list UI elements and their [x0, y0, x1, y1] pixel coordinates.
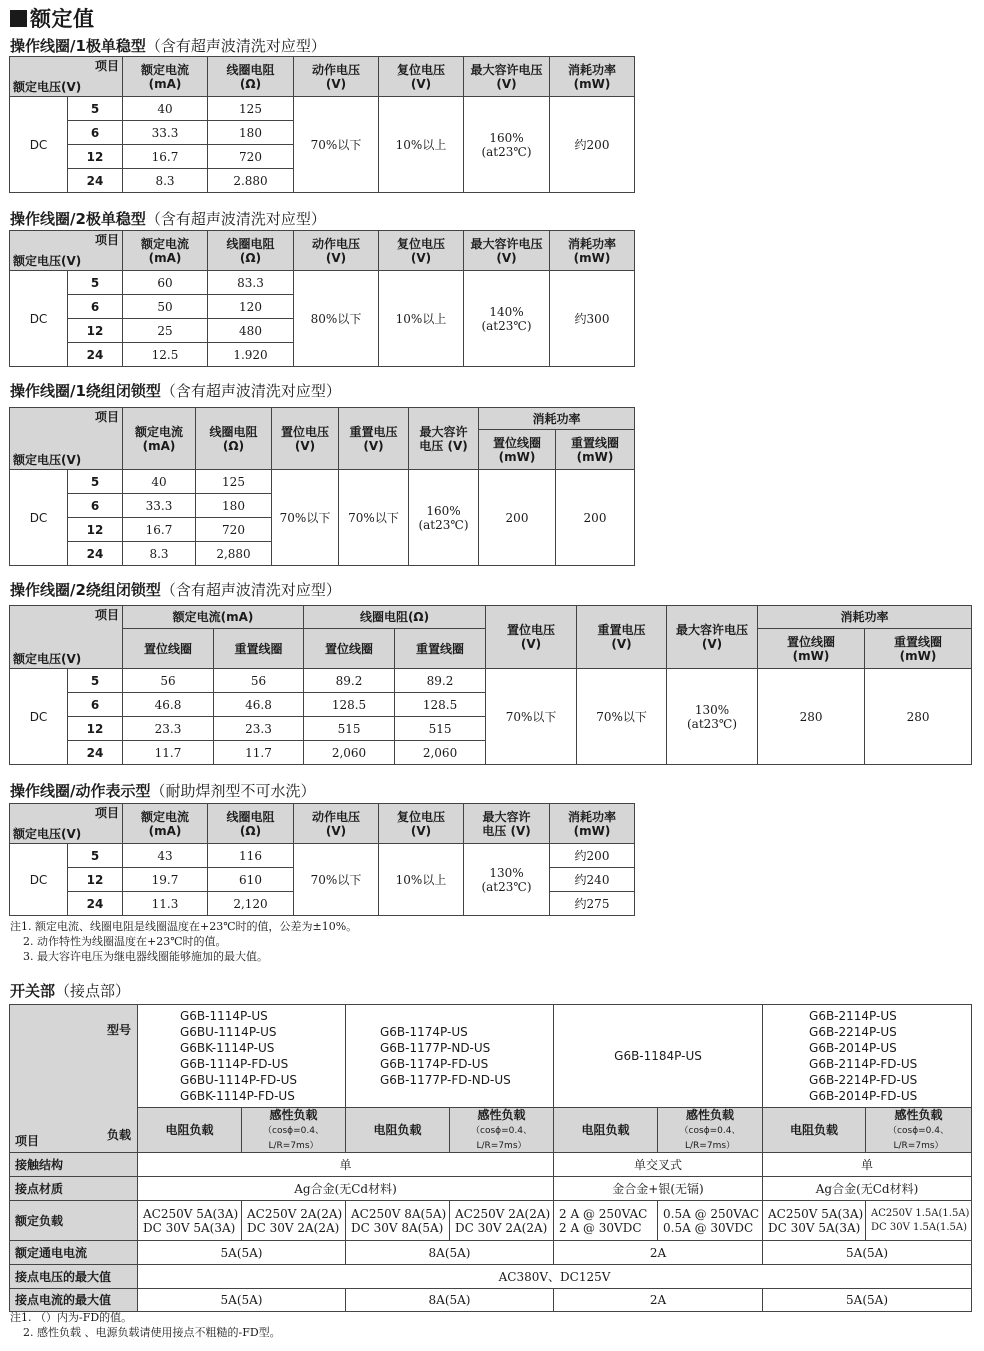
current-cell: 12.5 [123, 343, 208, 367]
row-label: 额定通电电流 [10, 1241, 138, 1265]
current-reset-cell: 11.7 [214, 741, 304, 765]
max-voltage-cell: 140% (at23℃) [464, 271, 550, 367]
voltage-cell: 24 [68, 343, 123, 367]
rated-load-cell: AC250V 5A(3A) DC 30V 5A(3A) [763, 1201, 866, 1241]
section-title-2pole-monostable: 操作线圈/2极单稳型（含有超声波清洗对应型） [10, 210, 326, 228]
header-power: 消耗功率 (mW) [550, 57, 635, 97]
page-title: 额定值 [10, 3, 95, 33]
table-row [10, 1201, 972, 1241]
dc-label: DC [10, 669, 68, 765]
note-line: 2. 动作特性为线圈温度在+23℃时的值。 [23, 935, 227, 948]
resistance-cell: 116 [208, 844, 294, 868]
material-cell: 金合金+银(无镉) [554, 1177, 763, 1201]
power-reset-cell: 280 [865, 669, 972, 765]
current-reset-cell: 56 [214, 669, 304, 693]
dc-label: DC [10, 844, 68, 916]
power-set-cell: 280 [758, 669, 865, 765]
current-cell: 33.3 [123, 494, 196, 518]
table-row [10, 97, 635, 121]
current-cell: 25 [123, 319, 208, 343]
current-cell: 40 [123, 470, 196, 494]
header-resistance: 线圈电阻(Ω) [304, 606, 486, 629]
voltage-cell: 5 [68, 470, 123, 494]
voltage-cell: 12 [68, 518, 123, 542]
header-resistance: 线圈电阻 (Ω) [196, 408, 272, 470]
resistance-cell: 125 [208, 97, 294, 121]
current-cell: 8.3 [123, 542, 196, 566]
rated-load-cell: AC250V 5A(3A) DC 30V 5A(3A) [138, 1201, 242, 1241]
voltage-cell: 24 [68, 892, 123, 916]
current-cell: 16.7 [123, 145, 208, 169]
max-voltage-cell: 160% (at23℃) [464, 97, 550, 193]
structure-cell: 单 [763, 1153, 972, 1177]
header-max-voltage: 最大容许电压 (V) [667, 606, 758, 669]
table-row [10, 1265, 972, 1289]
header-resistance: 线圈电阻 (Ω) [208, 231, 294, 271]
resistance-cell: 125 [196, 470, 272, 494]
header-reset-coil: 重置线圈 (mW) [556, 430, 635, 470]
row-label: 接点材质 [10, 1177, 138, 1201]
current-set-cell: 11.7 [123, 741, 214, 765]
current-cell: 8.3 [123, 169, 208, 193]
current-cell: 33.3 [123, 121, 208, 145]
current-cell: 40 [123, 97, 208, 121]
voltage-cell: 12 [68, 319, 123, 343]
reset-voltage-cell: 70%以下 [339, 470, 409, 566]
header-current-set: 置位线圈 [123, 629, 214, 669]
reset-voltage-cell: 70%以下 [577, 669, 667, 765]
resistance-cell: 2.880 [208, 169, 294, 193]
power-cell: 约240 [550, 868, 635, 892]
resistance-set-cell: 128.5 [304, 693, 395, 717]
section-title-2winding-latching: 操作线圈/2绕组闭锁型（含有超声波清洗对应型） [10, 581, 341, 599]
current-set-cell: 56 [123, 669, 214, 693]
voltage-cell: 5 [68, 97, 123, 121]
rated-carry-cell: 2A [554, 1241, 763, 1265]
note-line: 3. 最大容许电压为继电器线圈能够施加的最大值。 [23, 950, 268, 963]
material-cell: Ag合金(无Cd材料) [138, 1177, 554, 1201]
section-title-contact: 开关部（接点部） [10, 982, 131, 1000]
header-reset-voltage: 复位电压 (V) [379, 57, 464, 97]
table-row [10, 271, 635, 295]
current-set-cell: 23.3 [123, 717, 214, 741]
header-inductive-4: 感性负载 （cosϕ=0.4、L/R=7ms） [866, 1108, 972, 1153]
header-max-voltage: 最大容许电压 (V) [464, 57, 550, 97]
resistance-cell: 610 [208, 868, 294, 892]
header-inductive-1: 感性负载 （cosϕ=0.4、L/R=7ms） [242, 1108, 346, 1153]
section-title-indicator: 操作线圈/动作表示型（耐助焊剂型不可水洗） [10, 782, 316, 800]
header-resistive-3: 电阻负载 [554, 1108, 658, 1153]
table-1pole-monostable [9, 56, 635, 193]
material-cell: Ag合金(无Cd材料) [763, 1177, 972, 1201]
rated-carry-cell: 5A(5A) [763, 1241, 972, 1265]
voltage-cell: 12 [68, 145, 123, 169]
notes-coil [10, 919, 357, 964]
notes-contact [10, 1310, 281, 1340]
reset-cell: 10%以上 [379, 97, 464, 193]
max-voltage-cell: 130% (at23℃) [667, 669, 758, 765]
power-cell: 约200 [550, 97, 635, 193]
header-reset-voltage: 复位电压 (V) [379, 804, 464, 844]
power-cell: 约275 [550, 892, 635, 916]
rated-load-cell: AC250V 2A(2A) DC 30V 2A(2A) [242, 1201, 346, 1241]
resistance-cell: 180 [196, 494, 272, 518]
table-row [10, 470, 635, 494]
note-line: 2. 感性负载 、电源负载请使用接点不粗糙的-FD型。 [23, 1326, 281, 1339]
resistance-cell: 720 [196, 518, 272, 542]
header-resistive-4: 电阻负载 [763, 1108, 866, 1153]
header-power: 消耗功率 [758, 606, 972, 629]
header-resistance-reset: 重置线圈 [395, 629, 486, 669]
header-current: 额定电流 (mA) [123, 408, 196, 470]
header-operate-voltage: 动作电压 (V) [294, 57, 379, 97]
voltage-cell: 24 [68, 741, 123, 765]
resistance-cell: 1.920 [208, 343, 294, 367]
section-title-1pole-monostable: 操作线圈/1极单稳型（含有超声波清洗对应型） [10, 37, 326, 55]
header-power-set: 置位线圈 (mW) [758, 629, 865, 669]
current-cell: 11.3 [123, 892, 208, 916]
voltage-cell: 6 [68, 693, 123, 717]
table-row [10, 1289, 972, 1312]
model-group-1: G6B-1114P-US G6BU-1114P-US G6BK-1114P-US G6B-1114P-FD-US G6BU-1114P-FD-US G6BK-1114P-FD-US [138, 1005, 346, 1108]
header-item-voltage: 项目 额定电压(V) [10, 408, 123, 470]
resistance-cell: 120 [208, 295, 294, 319]
header-power: 消耗功率 (mW) [550, 804, 635, 844]
model-group-3: G6B-1184P-US [554, 1005, 763, 1108]
header-item-voltage: 项目 额定电压(V) [10, 231, 123, 271]
row-label: 接点电流的最大值 [10, 1289, 138, 1312]
structure-cell: 单交叉式 [554, 1153, 763, 1177]
power-cell: 约200 [550, 844, 635, 868]
voltage-cell: 5 [68, 271, 123, 295]
power-reset-cell: 200 [556, 470, 635, 566]
structure-cell: 单 [138, 1153, 554, 1177]
current-cell: 43 [123, 844, 208, 868]
voltage-cell: 6 [68, 295, 123, 319]
voltage-cell: 6 [68, 121, 123, 145]
voltage-cell: 5 [68, 844, 123, 868]
max-voltage-cell: 160% (at23℃) [409, 470, 479, 566]
max-current-cell: 2A [554, 1289, 763, 1312]
resistance-cell: 720 [208, 145, 294, 169]
power-cell: 约300 [550, 271, 635, 367]
header-resistive-2: 电阻负载 [346, 1108, 450, 1153]
max-voltage-cell: 130% (at23℃) [464, 844, 550, 916]
operate-cell: 70%以下 [294, 844, 379, 916]
resistance-set-cell: 515 [304, 717, 395, 741]
header-max-voltage: 最大容许 电压 (V) [409, 408, 479, 470]
header-power: 消耗功率 (mW) [550, 231, 635, 271]
max-voltage-cell: AC380V、DC125V [138, 1265, 972, 1289]
resistance-cell: 2,880 [196, 542, 272, 566]
voltage-cell: 12 [68, 717, 123, 741]
header-resistance: 线圈电阻 (Ω) [208, 57, 294, 97]
rated-load-cell: 2 A @ 250VAC 2 A @ 30VDC [554, 1201, 658, 1241]
table-1winding-latching [9, 407, 635, 566]
rated-carry-cell: 8A(5A) [346, 1241, 554, 1265]
row-label: 接点电压的最大值 [10, 1265, 138, 1289]
current-cell: 60 [123, 271, 208, 295]
set-voltage-cell: 70%以下 [272, 470, 339, 566]
header-operate-voltage: 动作电压 (V) [294, 231, 379, 271]
section-title-1winding-latching: 操作线圈/1绕组闭锁型（含有超声波清洗对应型） [10, 382, 341, 400]
header-inductive-3: 感性负载 （cosϕ=0.4、L/R=7ms） [658, 1108, 763, 1153]
table-2pole-monostable [9, 230, 635, 367]
header-reset-voltage: 重置电压 (V) [339, 408, 409, 470]
header-current-reset: 重置线圈 [214, 629, 304, 669]
max-current-cell: 5A(5A) [763, 1289, 972, 1312]
header-reset-voltage: 重置电压 (V) [577, 606, 667, 669]
row-label: 额定负载 [10, 1201, 138, 1241]
current-cell: 50 [123, 295, 208, 319]
header-item-voltage: 项目 额定电压(V) [10, 57, 123, 97]
current-reset-cell: 46.8 [214, 693, 304, 717]
resistance-reset-cell: 89.2 [395, 669, 486, 693]
header-current: 额定电流(mA) [123, 606, 304, 629]
header-set-voltage: 置位电压 (V) [486, 606, 577, 669]
operate-cell: 70%以下 [294, 97, 379, 193]
table-2winding-latching [9, 605, 972, 765]
table-row [10, 844, 635, 868]
voltage-cell: 12 [68, 868, 123, 892]
header-max-voltage: 最大容许 电压 (V) [464, 804, 550, 844]
resistance-cell: 2,120 [208, 892, 294, 916]
header-item-voltage: 项目 额定电压(V) [10, 804, 123, 844]
dc-label: DC [10, 97, 68, 193]
dc-label: DC [10, 271, 68, 367]
table-contact [9, 1004, 972, 1312]
row-label: 接触结构 [10, 1153, 138, 1177]
power-set-cell: 200 [479, 470, 556, 566]
resistance-cell: 480 [208, 319, 294, 343]
table-indicator [9, 803, 635, 916]
table-row [10, 1153, 972, 1177]
dc-label: DC [10, 470, 68, 566]
table-row [10, 1241, 972, 1265]
resistance-reset-cell: 128.5 [395, 693, 486, 717]
note-line: 注1. 额定电流、线圈电阻是线圈温度在+23℃时的值，公差为±10%。 [10, 920, 358, 933]
resistance-reset-cell: 2,060 [395, 741, 486, 765]
reset-cell: 10%以上 [379, 271, 464, 367]
square-bullet-icon [10, 10, 27, 27]
current-cell: 19.7 [123, 868, 208, 892]
header-current: 额定电流 (mA) [123, 57, 208, 97]
set-voltage-cell: 70%以下 [486, 669, 577, 765]
voltage-cell: 5 [68, 669, 123, 693]
resistance-cell: 180 [208, 121, 294, 145]
header-inductive-2: 感性负载 （cosϕ=0.4、L/R=7ms） [450, 1108, 554, 1153]
current-reset-cell: 23.3 [214, 717, 304, 741]
rated-load-cell: AC250V 8A(5A) DC 30V 8A(5A) [346, 1201, 450, 1241]
header-resistance: 线圈电阻 (Ω) [208, 804, 294, 844]
rated-carry-cell: 5A(5A) [138, 1241, 346, 1265]
voltage-cell: 6 [68, 494, 123, 518]
header-max-voltage: 最大容许电压 (V) [464, 231, 550, 271]
table-row [10, 669, 972, 693]
note-line: 注1. （）内为-FD的值。 [10, 1311, 133, 1324]
reset-cell: 10%以上 [379, 844, 464, 916]
resistance-set-cell: 2,060 [304, 741, 395, 765]
max-current-cell: 5A(5A) [138, 1289, 346, 1312]
voltage-cell: 24 [68, 169, 123, 193]
operate-cell: 80%以下 [294, 271, 379, 367]
model-group-4: G6B-2114P-US G6B-2214P-US G6B-2014P-US G6B-2114P-FD-US G6B-2214P-FD-US G6B-2014P-FD-US [763, 1005, 972, 1108]
header-operate-voltage: 动作电压 (V) [294, 804, 379, 844]
resistance-cell: 83.3 [208, 271, 294, 295]
header-resistance-set: 置位线圈 [304, 629, 395, 669]
header-model-load-item: 型号 负载 项目 [10, 1005, 138, 1153]
header-reset-voltage: 复位电压 (V) [379, 231, 464, 271]
header-resistive-1: 电阻负载 [138, 1108, 242, 1153]
max-current-cell: 8A(5A) [346, 1289, 554, 1312]
resistance-set-cell: 89.2 [304, 669, 395, 693]
rated-load-cell: 0.5A @ 250VAC 0.5A @ 30VDC [658, 1201, 763, 1241]
header-power: 消耗功率 [479, 408, 635, 430]
table-row [10, 1177, 972, 1201]
model-group-2: G6B-1174P-US G6B-1177P-ND-US G6B-1174P-FD-US G6B-1177P-FD-ND-US [346, 1005, 554, 1108]
header-set-voltage: 置位电压 (V) [272, 408, 339, 470]
header-power-reset: 重置线圈 (mW) [865, 629, 972, 669]
current-set-cell: 46.8 [123, 693, 214, 717]
rated-load-cell: AC250V 1.5A(1.5A) DC 30V 1.5A(1.5A) [866, 1201, 972, 1241]
voltage-cell: 24 [68, 542, 123, 566]
header-item-voltage: 项目 额定电压(V) [10, 606, 123, 669]
rated-load-cell: AC250V 2A(2A) DC 30V 2A(2A) [450, 1201, 554, 1241]
header-current: 额定电流 (mA) [123, 231, 208, 271]
header-set-coil: 置位线圈 (mW) [479, 430, 556, 470]
resistance-reset-cell: 515 [395, 717, 486, 741]
current-cell: 16.7 [123, 518, 196, 542]
header-current: 额定电流 (mA) [123, 804, 208, 844]
